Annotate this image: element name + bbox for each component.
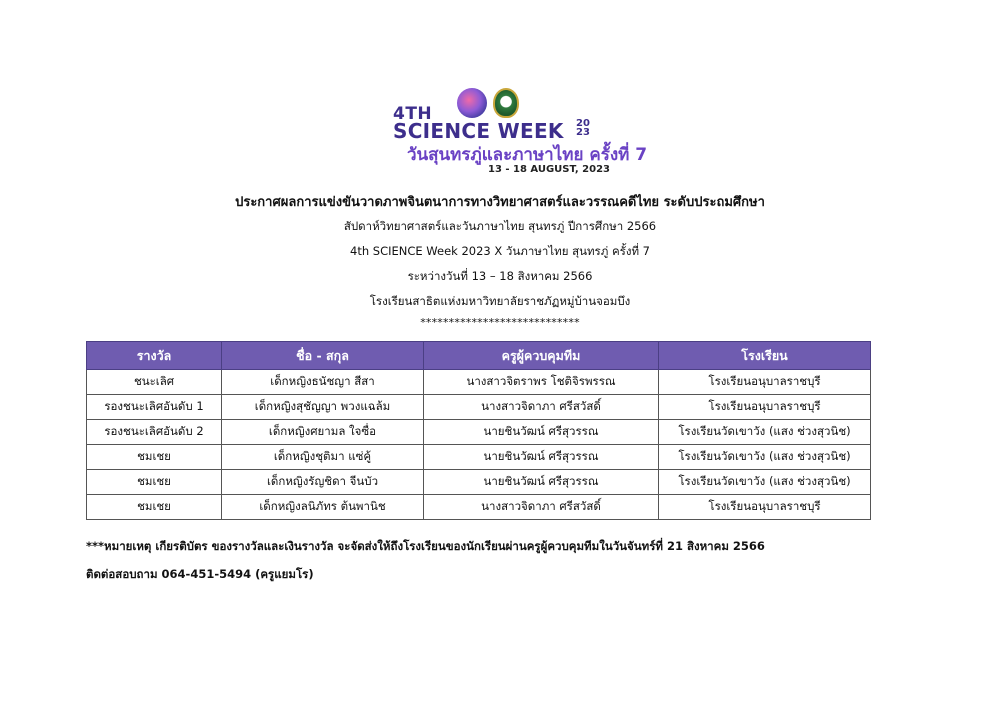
school-cell: โรงเรียนวัดเขาวัง (แสง ช่วงสุวนิช) [659,445,871,470]
school-cell: โรงเรียนอนุบาลราชบุรี [659,370,871,395]
logo-thai-title: วันสุนทรภู่และภาษาไทย ครั้งที่ 7 [407,145,648,165]
remark-note: ***หมายเหตุ เกียรติบัตร ของรางวัลและเงินรางวัล จะจัดส่งให้ถึงโรงเรียนของนักเรียนผ่านครูผู้ควบคุมทีมในวันจันทร์ที่ 21 สิงหาคม 2566 [86,539,765,553]
teacher-cell: นายชินวัฒน์ ศรีสุวรรณ [424,445,659,470]
award-cell: ชมเชย [87,445,222,470]
subtitle-line-4: โรงเรียนสาธิตแห่งมหาวิทยาลัยราชภัฏหมู่บ้านจอมบึง [369,294,631,308]
table-row [87,370,871,395]
teacher-cell: นางสาวจิดาภา ศรีสวัสดิ์ [424,495,659,520]
table-row [87,420,871,445]
logo-emblems [457,88,537,120]
star-divider: **************************** [420,316,580,329]
document-title: ประกาศผลการแข่งขันวาดภาพจินตนาการทางวิทยาศาสตร์และวรรณคดีไทย ระดับประถมศึกษา [235,195,765,210]
student-name-cell: เด็กหญิงลนิภัทร ต้นพานิช [222,495,424,520]
table-row [87,445,871,470]
table-row [87,395,871,420]
school-cell: โรงเรียนอนุบาลราชบุรี [659,395,871,420]
teacher-cell: นายชินวัฒน์ ศรีสุวรรณ [424,470,659,495]
student-name-cell: เด็กหญิงสุชัญญา พวงแฉล้ม [222,395,424,420]
award-cell: ชมเชย [87,470,222,495]
student-name-cell: เด็กหญิงธนัชญา สีสา [222,370,424,395]
university-seal-icon [493,88,519,118]
science-week-emblem-icon [457,88,487,118]
column-header-name: ชื่อ - สกุล [222,342,424,370]
teacher-cell: นายชินวัฒน์ ศรีสุวรรณ [424,420,659,445]
teacher-cell: นางสาวจิดาภา ศรีสวัสดิ์ [424,395,659,420]
school-cell: โรงเรียนวัดเขาวัง (แสง ช่วงสุวนิช) [659,420,871,445]
column-header-school: โรงเรียน [659,342,871,370]
award-cell: ชมเชย [87,495,222,520]
logo-year-badge: 20 23 [576,118,590,138]
subtitle-line-3: ระหว่างวันที่ 13 – 18 สิงหาคม 2566 [407,269,593,283]
event-logo [385,86,648,180]
award-cell: ชนะเลิศ [87,370,222,395]
column-header-teacher: ครูผู้ควบคุมทีม [424,342,659,370]
table-row [87,495,871,520]
school-cell: โรงเรียนอนุบาลราชบุรี [659,495,871,520]
contact-info: ติดต่อสอบถาม 064-451-5494 (ครูแยมโร) [86,567,314,581]
school-cell: โรงเรียนวัดเขาวัง (แสง ช่วงสุวนิช) [659,470,871,495]
column-header-award: รางวัล [87,342,222,370]
award-cell: รองชนะเลิศอันดับ 2 [87,420,222,445]
table-row [87,470,871,495]
results-table [86,341,871,520]
award-cell: รองชนะเลิศอันดับ 1 [87,395,222,420]
student-name-cell: เด็กหญิงชุติมา แซ่คู้ [222,445,424,470]
student-name-cell: เด็กหญิงศยามล ใจซื่อ [222,420,424,445]
logo-event-name: SCIENCE WEEK [393,119,564,143]
subtitle-line-1: สัปดาห์วิทยาศาสตร์และวันภาษาไทย สุนทรภู่ ปีการศึกษา 2566 [343,219,657,233]
student-name-cell: เด็กหญิงรัญชิดา จีนบัว [222,470,424,495]
table-header-row [87,342,871,370]
teacher-cell: นางสาวจิตราพร โชติจิรพรรณ [424,370,659,395]
logo-edition: 4TH [393,104,433,124]
logo-dates: 13 - 18 AUGUST, 2023 [488,164,611,175]
subtitle-line-2: 4th SCIENCE Week 2023 X วันภาษาไทย สุนทรภู่ ครั้งที่ 7 [350,244,650,258]
